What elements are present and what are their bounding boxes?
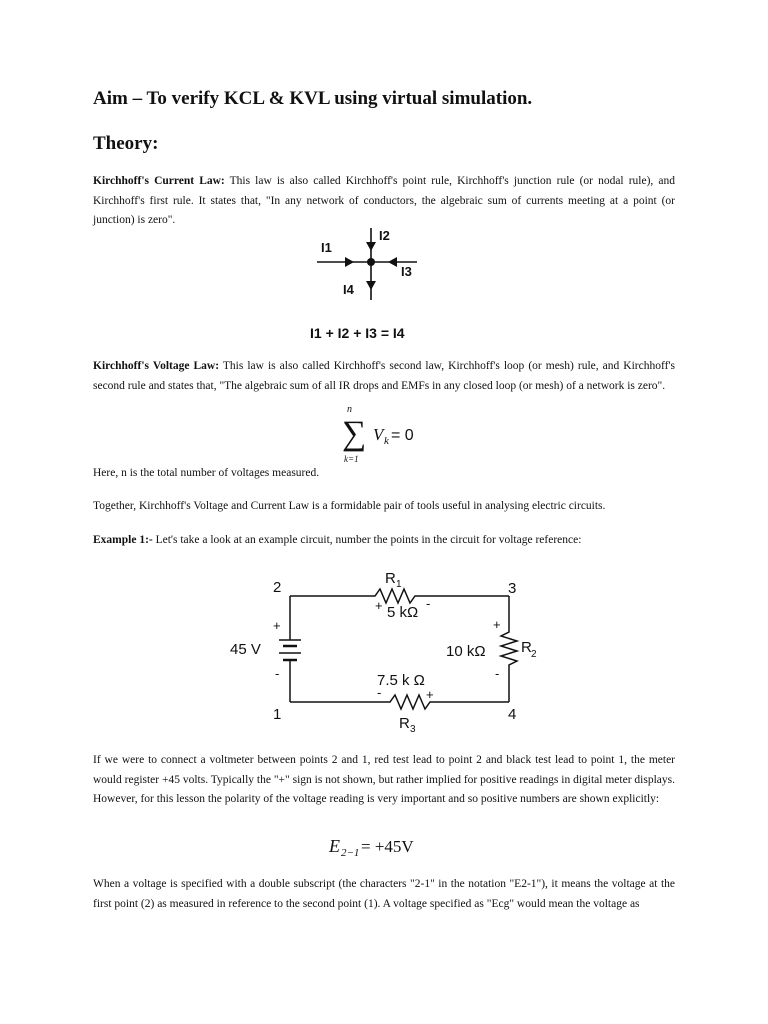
- i2-arrow: [366, 242, 376, 251]
- top-wire-with-r1: [290, 589, 509, 603]
- point-1-label: 1: [273, 706, 282, 723]
- sum-upper-limit: n: [347, 404, 352, 415]
- sum-lower-limit: k=1: [344, 454, 359, 464]
- voltmeter-paragraph: If we were to connect a voltmeter between points 2 and 1, red test lead to point 2 and black test lead to point 1, the meter would register +45 volts. Typically the "+" sign is not shown, but rather implied for positive readings in digital meter displays. However, for this lesson the polarity of the voltage reading is very important and so positive numbers are shown explicitly:: [93, 754, 675, 805]
- r3-minus-sign: -: [377, 685, 382, 700]
- e21-equation: [325, 830, 455, 860]
- kcl-equation: I1 + I2 + I3 = I4: [310, 325, 405, 341]
- r3-value: 7.5 k Ω: [377, 672, 425, 689]
- r2-label: R: [521, 639, 532, 656]
- source-plus-sign: +: [273, 618, 281, 633]
- sum-rhs: = 0: [391, 427, 414, 444]
- source-voltage-label: 45 V: [230, 641, 261, 658]
- label-i2: I2: [379, 228, 390, 243]
- sigma-icon: ∑: [342, 415, 367, 452]
- source-minus-sign: -: [275, 666, 280, 681]
- i4-arrow: [366, 281, 376, 290]
- kcl-junction-figure: [305, 226, 435, 346]
- together-paragraph: Together, Kirchhoff's Voltage and Current Law is a formidable pair of tools useful in analysing electric circuits.: [93, 500, 606, 512]
- example-paragraph: [93, 531, 675, 551]
- e21-rhs: = +45V: [361, 837, 414, 856]
- e21-subscript: 2−1: [341, 847, 360, 859]
- e21-variable: E: [329, 836, 340, 856]
- double-subscript-paragraph: When a voltage is specified with a double subscript (the characters "2-1" in the notation "E2-1"), it means the voltage at the first point (2) as measured in reference to the second point (1). A voltage specified as "Ecg" would mean the voltage as: [93, 878, 675, 910]
- r1-value: 5 kΩ: [387, 604, 419, 621]
- i1-arrow: [345, 257, 354, 267]
- kcl-paragraph: [93, 172, 675, 231]
- r3-plus-sign: +: [426, 687, 434, 702]
- point-4-label: 4: [508, 706, 517, 723]
- kvl-equation: [340, 400, 440, 470]
- bottom-wire-with-r3: [290, 695, 509, 709]
- label-i4: I4: [343, 282, 354, 297]
- r2-minus-sign: -: [495, 666, 500, 681]
- r3-subscript: 3: [410, 724, 416, 735]
- kvl-text: This law is also called Kirchhoff's second law, Kirchhoff's loop (or mesh) rule, and Kirchhoff's second rule and states that, "The algebraic sum of all IR drops and EMFs in any closed loop (or mesh) of a network is zero".: [93, 360, 675, 392]
- aim-heading: Aim – To verify KCL & KVL using virtual simulation.: [93, 88, 533, 109]
- i3-arrow: [388, 257, 397, 267]
- r3-label: R: [399, 715, 410, 732]
- point-3-label: 3: [508, 580, 517, 597]
- r2-plus-sign: +: [493, 617, 501, 632]
- kcl-text: This law is also called Kirchhoff's point rule, Kirchhoff's junction rule (or nodal rule), and Kirchhoff's first rule. It states that, "In any network of conductors, the algebraic sum of currents meeting at a point (or junction) is zero".: [93, 175, 675, 226]
- example-term: Example 1:-: [93, 534, 153, 546]
- kvl-paragraph: [93, 357, 675, 396]
- right-wire-with-r2: [501, 596, 517, 702]
- r2-value: 10 kΩ: [446, 643, 486, 660]
- r2-subscript: 2: [531, 649, 537, 660]
- here-paragraph: Here, n is the total number of voltages measured.: [93, 467, 320, 479]
- sum-subscript: k: [384, 435, 389, 447]
- example-text: Let's take a look at an example circuit, number the points in the circuit for voltage reference:: [152, 534, 582, 546]
- label-i1: I1: [321, 240, 332, 255]
- theory-heading: Theory:: [93, 133, 159, 154]
- r1-label: R: [385, 570, 396, 587]
- junction-node: [367, 258, 375, 266]
- kcl-term: Kirchhoff's Current Law:: [93, 175, 225, 187]
- example-circuit: [225, 560, 545, 740]
- r1-subscript: 1: [396, 579, 402, 590]
- label-i3: I3: [401, 264, 412, 279]
- sum-body: V: [373, 425, 384, 444]
- point-2-label: 2: [273, 579, 282, 596]
- kvl-term: Kirchhoff's Voltage Law:: [93, 360, 220, 372]
- r1-plus-sign: +: [375, 598, 383, 613]
- r1-minus-sign: -: [426, 596, 431, 611]
